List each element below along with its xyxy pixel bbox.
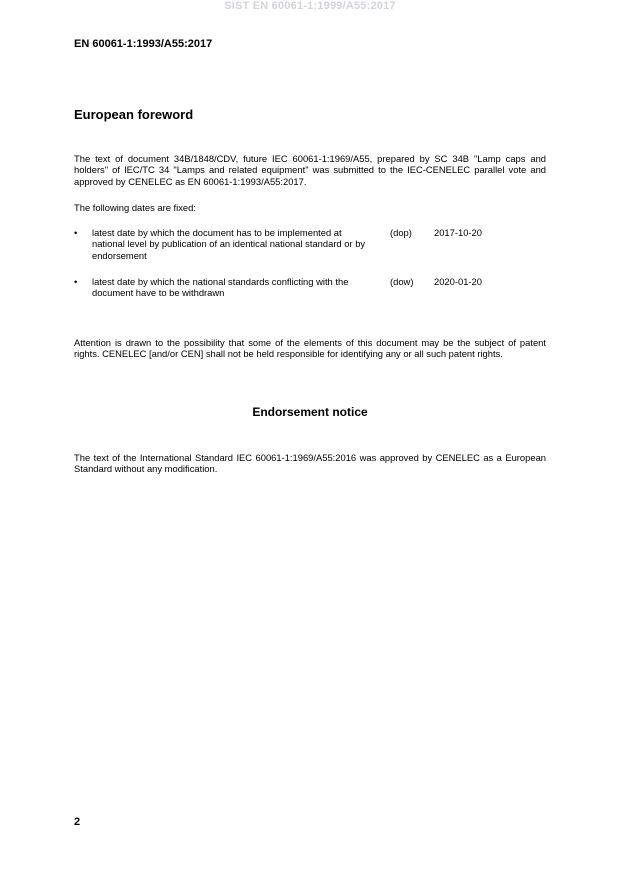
date-item-date: 2017-10-20 — [434, 227, 482, 238]
patent-attention-paragraph: Attention is drawn to the possibility that some of the elements of this document may be the subject of patent rights. CENELEC [and/or CEN] shall not be held responsible for identifying any or all such patent rights. — [74, 337, 546, 360]
bullet-icon: • — [74, 227, 78, 238]
date-item-text: latest date by which the national standards conflicting with the document have to be withdrawn — [92, 276, 349, 299]
foreword-intro-paragraph: The text of document 34B/1848/CDV, future IEC 60061-1:1969/A55, prepared by SC 34B "Lamp caps and holders" of IEC/TC 34 "Lamps and related equipment" was submitted to the IEC-CENELEC parallel vote and approved by CENELEC as EN 60061-1:1993/A55:2017. — [74, 153, 546, 187]
document-id: EN 60061-1:1993/A55:2017 — [74, 38, 213, 50]
dates-intro-paragraph: The following dates are fixed: — [74, 202, 196, 213]
date-item-code: (dop) — [390, 227, 412, 238]
date-item-date: 2020-01-20 — [434, 276, 482, 287]
date-item-code: (dow) — [390, 276, 414, 287]
page-number: 2 — [74, 816, 81, 828]
foreword-heading: European foreword — [74, 107, 194, 122]
date-item-text: latest date by which the document has to be implemented at national level by publication of an identical national standard or by endorsement — [92, 227, 366, 261]
endorsement-heading: Endorsement notice — [252, 405, 368, 419]
watermark: SIST EN 60061-1:1999/A55:2017 — [224, 0, 396, 12]
bullet-icon: • — [74, 276, 78, 287]
endorsement-paragraph: The text of the International Standard IEC 60061-1:1969/A55:2016 was approved by CENELEC as a European Standard without any modification. — [74, 452, 546, 475]
